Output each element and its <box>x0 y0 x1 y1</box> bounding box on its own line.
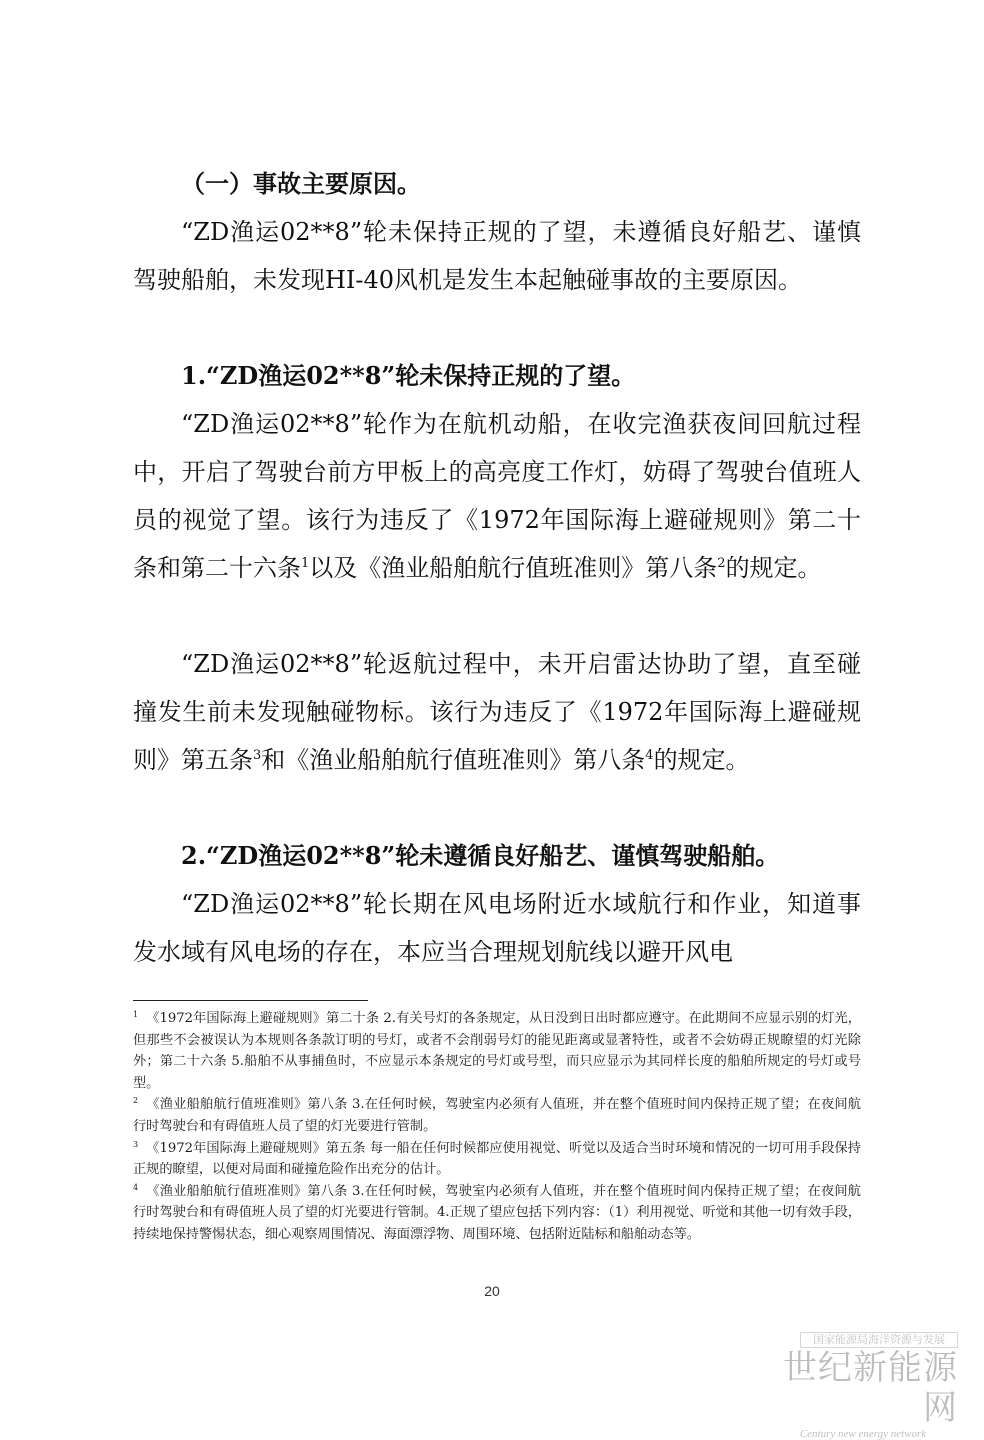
watermark-top-text: 国家能源局海洋资源与发展 <box>800 1332 958 1348</box>
footnote-text: 《1972年国际海上避碰规则》第五条 每一船在任何时候都应使用视觉、听觉以及适合当时环境和情况的一切可用手段保持正规的瞭望，以便对局面和碰撞危险作出充分的估计。 <box>133 1140 861 1178</box>
paragraph-1b <box>133 640 861 784</box>
page-number: 20 <box>484 1283 500 1299</box>
footnote-text: 《1972年国际海上避碰规则》第二十条 2.有关号灯的各条规定，从日没到日出时都应遵守。在此期间不应显示别的灯光，但那些不会被误认为本规则各条款订明的号灯，或者不会削弱号灯的能见距离或显著特性，或者不会妨碍正规瞭望的灯光除外；第二十六条 5.船舶不从事捕鱼时，不应显示本条规定的号灯或号型，而只应显示为其同样长度的船舶所规定的号灯或号型。 <box>133 1011 861 1091</box>
watermark-main-text: 世纪新能源网 <box>783 1348 958 1428</box>
paragraph-1a-text-2: 以及《渔业船舶航行值班准则》第八条 <box>309 554 718 582</box>
intro-paragraph <box>133 208 861 304</box>
footnote-text: 《渔业船舶航行值班准则》第八条 3.在任何时候，驾驶室内必须有人值班，并在整个值班时间内保持正规了望；在夜间航行时驾驶台和有碍值班人员了望的灯光要进行管制。 <box>133 1097 861 1134</box>
footnote-number: 3 <box>133 1139 139 1149</box>
paragraph-1a-text: “ZD渔运02**8”轮作为在航机动船，在收完渔获夜间回航过程中，开启了驾驶台前方甲板上的高亮度工作灯，妨碍了驾驶台值班人员的视觉了望。该行为违反了《1972年国际海上避碰规则》第二十条和第二十六条 <box>133 410 861 582</box>
footnote-number: 1 <box>133 1010 139 1019</box>
footnote-number: 2 <box>133 1096 139 1106</box>
section-heading: （一）事故主要原因。 <box>181 169 421 198</box>
paragraph-1a-text-3: 的规定。 <box>725 554 822 582</box>
footnote-2 <box>133 1094 861 1137</box>
footnote-ref-1: 1 <box>301 556 310 571</box>
paragraph-1a <box>133 400 861 592</box>
sub-heading-2: 2.“ZD渔运02**8”轮未遵循良好船艺、谨慎驾驶船舶。 <box>181 841 780 870</box>
footnote-1 <box>133 1008 861 1094</box>
intro-paragraph-text: “ZD渔运02**8”轮未保持正规的了望，未遵循良好船艺、谨慎驾驶船舶，未发现HI-40风机是发生本起触碰事故的主要原因。 <box>133 218 861 294</box>
paragraph-1b-text: “ZD渔运02**8”轮返航过程中，未开启雷达协助了望，直至碰撞发生前未发现触碰物标。该行为违反了《1972年国际海上避碰规则》第五条 <box>133 650 861 774</box>
paragraph-2 <box>133 880 861 976</box>
footnotes <box>133 1008 861 1246</box>
paragraph-1b-text-2: 和《渔业船舶航行值班准则》第八条 <box>261 746 646 774</box>
footnote-ref-4: 4 <box>645 748 654 763</box>
footnote-number: 4 <box>133 1182 139 1192</box>
footnote-ref-3: 3 <box>253 748 262 763</box>
footnote-ref-2: 2 <box>717 556 726 571</box>
paragraph-2-text: “ZD渔运02**8”轮长期在风电场附近水域航行和作业，知道事发水域有风电场的存在，本应当合理规划航线以避开风电 <box>133 890 861 966</box>
paragraph-1b-text-3: 的规定。 <box>653 746 750 774</box>
footnote-3 <box>133 1138 861 1181</box>
watermark-logo <box>768 1332 958 1440</box>
watermark-sub-text: Century new energy network <box>799 1428 927 1440</box>
sub-heading-1: 1.“ZD渔运02**8”轮未保持正规的了望。 <box>181 361 636 390</box>
footnote-4 <box>133 1181 861 1246</box>
footnote-divider <box>133 1000 368 1001</box>
footnote-text: 《渔业船舶航行值班准则》第八条 3.在任何时候，驾驶室内必须有人值班，并在整个值班时间内保持正规了望；在夜间航行时驾驶台和有碍值班人员了望的灯光要进行管制。4.正规了望应包括下列内容：（1）利用视觉、听觉和其他一切有效手段，持续地保持警惕状态，细心观察周围情况、海面漂浮物、周围环境、包括附近陆标和船舶动态等。 <box>133 1183 861 1242</box>
